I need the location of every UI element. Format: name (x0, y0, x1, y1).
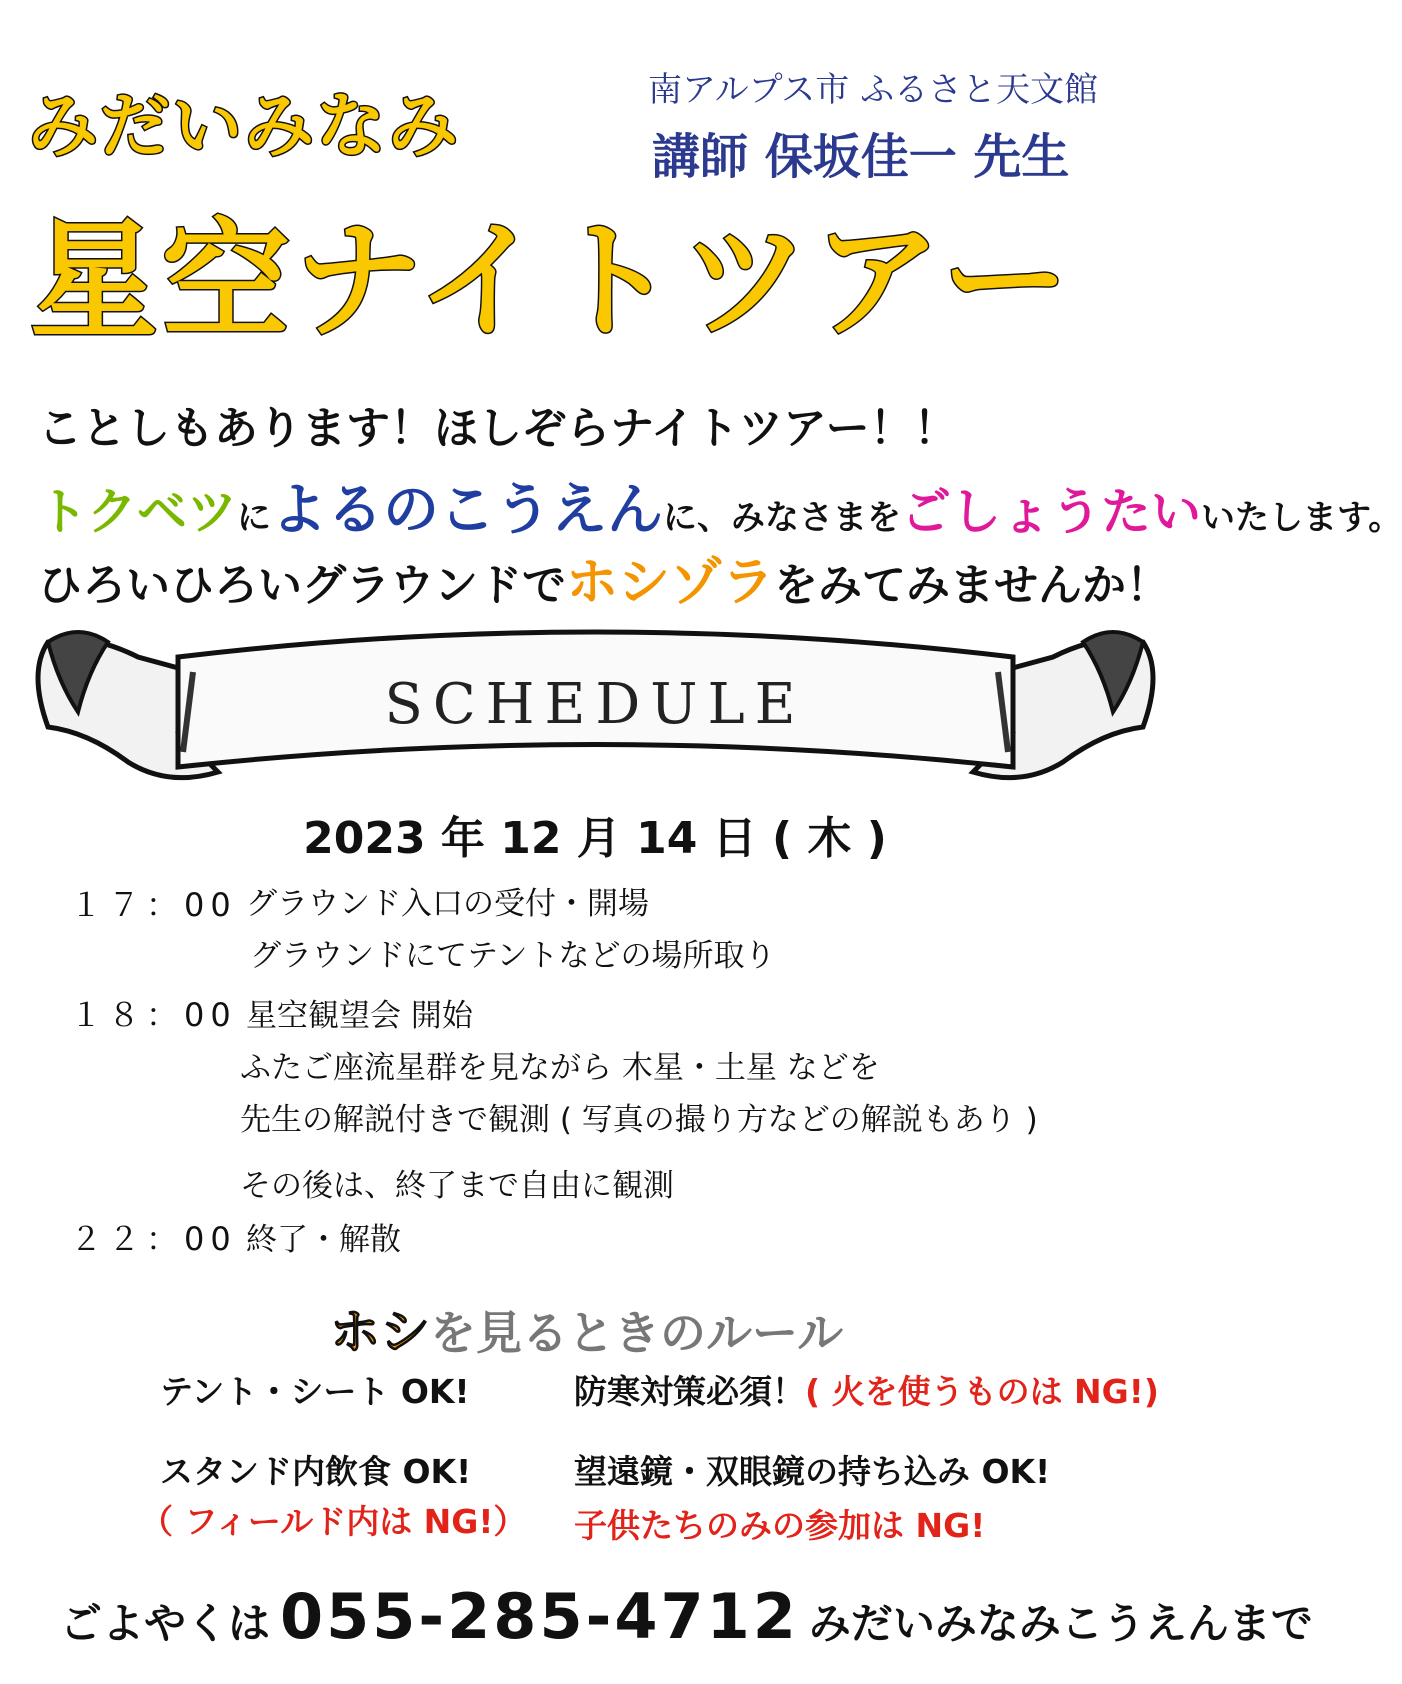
rule-item: テント・シート OK! (160, 1372, 470, 1411)
main-title: 星空ナイトツアー (30, 207, 1074, 356)
intro-text: に (237, 498, 271, 538)
rule-item: 望遠鏡・双眼鏡の持ち込み OK! (574, 1452, 1051, 1491)
rules-title-rest: を見るときのルール (430, 1306, 844, 1360)
brand-title: みだいみなみ (28, 85, 460, 167)
intro-text: をみてみませんか！ (774, 560, 1171, 611)
intro-special: トクベツ (38, 483, 237, 541)
rule-item: スタンド内飲食 OK! (160, 1452, 472, 1491)
schedule-desc: ふたご座流星群を見ながら 木星・土星 などを (240, 1050, 880, 1086)
intro-line-2 (38, 466, 1402, 546)
schedule-time: １８：00 (70, 996, 237, 1034)
reservation-prefix: ごよやくは (60, 1599, 271, 1648)
reservation-line (60, 1580, 1313, 1653)
rule-note: （ フィールド内は NG!） (140, 1502, 527, 1541)
intro-starry-sky: ホシゾラ (566, 553, 775, 613)
rule-text: 防寒対策必須！ (574, 1372, 805, 1411)
intro-text: みなさまを (731, 498, 901, 538)
venue-name: 南アルプス市 ふるさと天文館 (648, 70, 1099, 110)
schedule-desc: グラウンドにてテントなどの場所取り (250, 938, 776, 974)
schedule-desc: 星空観望会 開始 (246, 998, 473, 1034)
schedule-time: １７：00 (70, 886, 237, 924)
schedule-desc: グラウンド入口の受付・開場 (246, 886, 649, 922)
rules-title (330, 1292, 843, 1364)
lecturer-name: 講師 保坂佳一 先生 (652, 129, 1070, 185)
reservation-phone: 055-285-4712 (280, 1580, 799, 1653)
intro-line-3 (38, 540, 1170, 615)
schedule-time: ２２：00 (70, 1220, 237, 1258)
intro-text: に、 (663, 498, 731, 538)
rule-item (574, 1366, 1159, 1413)
intro-text: いたします。 (1201, 498, 1402, 538)
rule-note: ( 火を使うものは NG!) (805, 1372, 1159, 1411)
intro-night-park: よるのこうえん (271, 478, 663, 543)
rule-note: 子供たちのみの参加は NG! (574, 1506, 986, 1545)
reservation-suffix: みだいみなみこうえんまで (808, 1599, 1313, 1648)
intro-text: ひろいひろいグラウンドで (38, 560, 566, 611)
intro-line-1: ことしもあります！ほしぞらナイトツアー！！ (38, 403, 958, 454)
rules-title-em: ホシ (330, 1303, 430, 1361)
schedule-desc: その後は、終了まで自由に観測 (240, 1168, 674, 1204)
intro-invite: ごしょうたい (901, 483, 1201, 541)
schedule-desc: 終了・解散 (246, 1222, 401, 1258)
schedule-label: SCHEDULE (384, 672, 806, 737)
event-date: 2023 年 12 月 14 日 ( 木 ) (303, 813, 887, 864)
schedule-desc: 先生の解説付きで観測 ( 写真の撮り方などの解説もあり ) (240, 1102, 1038, 1138)
